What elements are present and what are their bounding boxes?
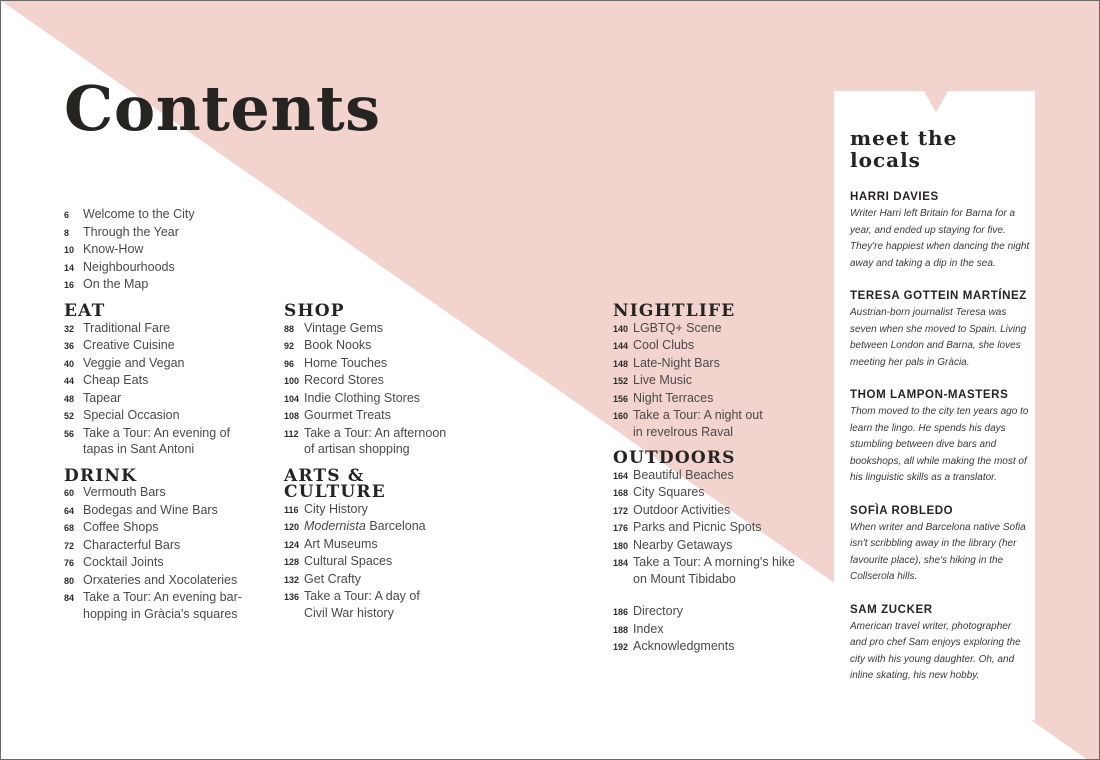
section-heading-outdoors: OUTDOORS	[613, 448, 736, 468]
toc-entry	[284, 407, 484, 425]
page-number: 14	[64, 262, 75, 273]
entry-label: Neighbourhoods	[83, 259, 175, 274]
page-number: 80	[64, 575, 75, 586]
entry-label: Live Music	[633, 373, 693, 387]
toc-entry	[613, 337, 823, 355]
page-number: 92	[284, 341, 295, 351]
page-number: 136	[284, 592, 300, 602]
entry-label: Take a Tour: An evening bar- hopping in Gràcia's squares	[83, 590, 242, 621]
toc-list	[613, 603, 823, 656]
entry-label: Vermouth Bars	[83, 485, 166, 499]
locals-list	[850, 189, 1030, 701]
page-number: 164	[613, 470, 629, 481]
entry-label: Through the Year	[83, 224, 179, 239]
toc-entry	[284, 553, 484, 571]
local-profile	[850, 503, 1030, 586]
section-heading-drink: DRINK	[64, 465, 138, 486]
toc-list	[64, 206, 195, 294]
page-number: 186	[613, 607, 629, 617]
page-number: 76	[64, 558, 75, 568]
page-number: 96	[284, 358, 295, 369]
entry-label: Cultural Spaces	[304, 554, 393, 568]
page-number: 48	[64, 393, 75, 404]
entry-label: Late-Night Bars	[633, 355, 720, 370]
page-number: 176	[613, 523, 629, 533]
toc-list	[64, 320, 264, 458]
section-heading-eat: EAT	[64, 301, 106, 321]
entry-label: Welcome to the City	[83, 207, 195, 221]
entry-label: Directory	[633, 604, 684, 618]
entry-label: Beautiful Beaches	[633, 467, 734, 482]
page-number: 112	[284, 428, 299, 439]
page-number: 168	[613, 488, 629, 498]
page-number: 180	[613, 540, 629, 551]
toc-entry	[613, 355, 823, 373]
toc-entry	[64, 259, 195, 277]
section-heading-shop: SHOP	[284, 301, 345, 321]
page-number: 88	[284, 323, 295, 334]
toc-entry	[613, 519, 823, 537]
intro-list	[64, 206, 195, 294]
toc-entry	[64, 224, 195, 242]
toc-entry	[64, 320, 264, 338]
toc-list	[64, 484, 264, 622]
toc-list	[284, 501, 484, 622]
local-bio: When writer and Barcelona native Sofia isn't scribbling away in the library (her favourite place), she's hiking in the Collserola hills.	[850, 521, 1026, 582]
toc-entry	[613, 320, 823, 338]
toc-entry	[284, 320, 484, 338]
toc-entry	[64, 519, 264, 537]
entry-label: Art Museums	[304, 536, 378, 551]
page-number: 72	[64, 540, 75, 551]
page-number: 188	[613, 624, 629, 635]
entry-label: Gourmet Treats	[304, 408, 391, 422]
entry-label-rest: Barcelona	[365, 519, 426, 533]
page-number: 192	[613, 642, 629, 652]
page-number: 184	[613, 558, 629, 568]
entry-label: Indie Clothing Stores	[304, 390, 421, 405]
toc-list	[284, 320, 484, 458]
entry-label: Index	[633, 621, 664, 636]
page-number: 104	[284, 393, 300, 404]
entry-label: City History	[304, 501, 368, 516]
entry-label: Book Nooks	[304, 338, 372, 352]
toc-entry	[64, 425, 264, 458]
page-number: 40	[64, 358, 75, 369]
entry-label: Take a Tour: An evening of tapas in Sant Antoni	[83, 425, 231, 456]
toc-entry	[613, 621, 823, 639]
local-name: SAM ZUCKER	[850, 603, 933, 616]
toc-entry	[64, 276, 195, 294]
toc-entry	[613, 390, 823, 408]
entry-label: Tapear	[83, 390, 122, 405]
local-bio: Writer Harri left Britain for Barna for a year, and ended up staying for five. They're happiest when dancing the night away and taking a dip in the sea.	[850, 208, 1030, 269]
entry-label: Parks and Picnic Spots	[633, 520, 762, 534]
page-number: 64	[64, 505, 75, 516]
entry-label: Cheap Eats	[83, 373, 149, 387]
entry-label: Traditional Fare	[83, 320, 171, 335]
page-number: 6	[64, 210, 70, 220]
entry-label: Take a Tour: A night out in revelrous Raval	[633, 408, 763, 439]
toc-entry	[64, 206, 195, 224]
entry-label: Know-How	[83, 242, 144, 256]
page-number: 160	[613, 411, 629, 421]
panel-title: meet the locals	[850, 126, 958, 172]
toc-entry	[64, 589, 264, 622]
toc-entry	[284, 355, 484, 373]
toc-entry	[613, 638, 823, 656]
toc-entry	[64, 355, 264, 373]
toc-entry	[64, 502, 264, 520]
page-number: 44	[64, 376, 75, 386]
page-number: 144	[613, 341, 629, 351]
entry-label: Cocktail Joints	[83, 555, 164, 569]
toc-entry	[284, 536, 484, 554]
entry-label: Vintage Gems	[304, 320, 383, 335]
page-title: Contents	[64, 72, 381, 145]
page-number: 108	[284, 411, 300, 421]
local-name: THOM LAMPON-MASTERS	[850, 389, 1009, 401]
entry-label: Special Occasion	[83, 408, 180, 422]
entry-label: Take a Tour: A morning's hike on Mount Tibidabo	[633, 555, 795, 586]
page-number: 100	[284, 376, 300, 386]
local-profile	[850, 602, 1030, 685]
page-number: 116	[284, 504, 299, 515]
entry-label: Creative Cuisine	[83, 338, 175, 352]
page-number: 56	[64, 428, 75, 439]
entry-label: Characterful Bars	[83, 537, 181, 552]
page-number: 148	[613, 358, 629, 369]
local-bio: American travel writer, photographer and pro chef Sam enjoys exploring the city with his young daughter. Oh, and inline skating, his new hobby.	[850, 620, 1021, 681]
page-number: 120	[284, 522, 300, 532]
entry-label: Cool Clubs	[633, 338, 695, 352]
toc-entry	[64, 407, 264, 425]
entry-label: Take a Tour: A day of Civil War history	[304, 589, 420, 620]
entry-label	[304, 518, 426, 536]
page-number: 32	[64, 323, 75, 334]
toc-entry	[64, 572, 264, 590]
toc-entry	[613, 603, 823, 621]
entry-label: Get Crafty	[304, 571, 361, 586]
toc-entry	[284, 518, 484, 536]
page-number: 128	[284, 557, 300, 567]
toc-entry	[284, 390, 484, 408]
toc-entry	[613, 484, 823, 502]
page-number: 68	[64, 523, 75, 533]
page-number: 84	[64, 593, 75, 603]
page-number: 52	[64, 411, 75, 421]
toc-entry	[64, 554, 264, 572]
entry-label: Take a Tour: An afternoon of artisan shopping	[304, 425, 447, 456]
toc-list	[613, 320, 823, 441]
entry-label: Acknowledgments	[633, 639, 735, 653]
page-number: 132	[284, 574, 300, 585]
section-heading-nightlife: NIGHTLIFE	[613, 301, 736, 321]
entry-label: Home Touches	[304, 355, 388, 370]
shop-section	[284, 303, 484, 621]
page-number: 152	[613, 376, 629, 386]
section-heading-arts-culture: ARTS & CULTURE	[284, 465, 386, 502]
page-number: 36	[64, 341, 75, 351]
page-number: 156	[613, 393, 629, 404]
toc-entry	[613, 372, 823, 390]
panel-notch	[923, 90, 949, 112]
toc-entry	[64, 241, 195, 259]
toc-entry	[613, 407, 823, 440]
toc-entry	[284, 588, 484, 621]
entry-label: Coffee Shops	[83, 520, 159, 534]
local-profile	[850, 189, 1030, 272]
toc-entry	[64, 537, 264, 555]
local-bio: Austrian-born journalist Teresa was seven when she moved to Spain. Living between London and Barna, she loves meeting her pals in Gràcia.	[850, 307, 1027, 368]
local-name: TERESA GOTTEIN MARTÍNEZ	[850, 290, 1027, 302]
entry-label: LGBTQ+ Scene	[633, 320, 722, 335]
toc-entry	[284, 337, 484, 355]
entry-label: Bodegas and Wine Bars	[83, 502, 218, 517]
nightlife-section	[613, 303, 823, 656]
toc-entry	[613, 537, 823, 555]
page-number: 60	[64, 488, 75, 498]
page-number: 16	[64, 280, 75, 290]
toc-entry	[64, 484, 264, 502]
toc-entry	[284, 501, 484, 519]
toc-entry	[64, 337, 264, 355]
toc-entry	[284, 425, 484, 458]
toc-entry	[64, 390, 264, 408]
entry-label: On the Map	[83, 277, 149, 291]
entry-label: Outdoor Activities	[633, 502, 731, 517]
toc-entry	[613, 554, 823, 587]
page-number: 124	[284, 539, 300, 550]
local-name: SOFÌA ROBLEDO	[850, 504, 954, 517]
local-profile	[850, 387, 1030, 487]
entry-label: Veggie and Vegan	[83, 355, 185, 370]
entry-label: Night Terraces	[633, 390, 714, 405]
toc-entry	[613, 502, 823, 520]
page-number: 140	[613, 323, 629, 334]
entry-label: City Squares	[633, 485, 705, 499]
entry-label-italic: Modernista	[304, 519, 366, 533]
entry-label: Orxateries and Xocolateries	[83, 572, 238, 587]
toc-entry	[284, 372, 484, 390]
toc-entry	[613, 467, 823, 485]
page-number: 8	[64, 227, 70, 238]
entry-label: Nearby Getaways	[633, 537, 733, 552]
local-name: HARRI DAVIES	[850, 191, 939, 203]
toc-list	[613, 467, 823, 588]
toc-entry	[64, 372, 264, 390]
local-profile	[850, 288, 1030, 371]
eat-section	[64, 303, 264, 622]
toc-entry	[284, 571, 484, 589]
page-number: 172	[613, 505, 629, 516]
local-bio: Thom moved to the city ten years ago to learn the lingo. He spends his days stumbling between dive bars and bookshops, all while making the most of his linguistic skills as a translator.	[850, 406, 1029, 483]
page-number: 10	[64, 245, 75, 255]
entry-label: Record Stores	[304, 373, 384, 387]
